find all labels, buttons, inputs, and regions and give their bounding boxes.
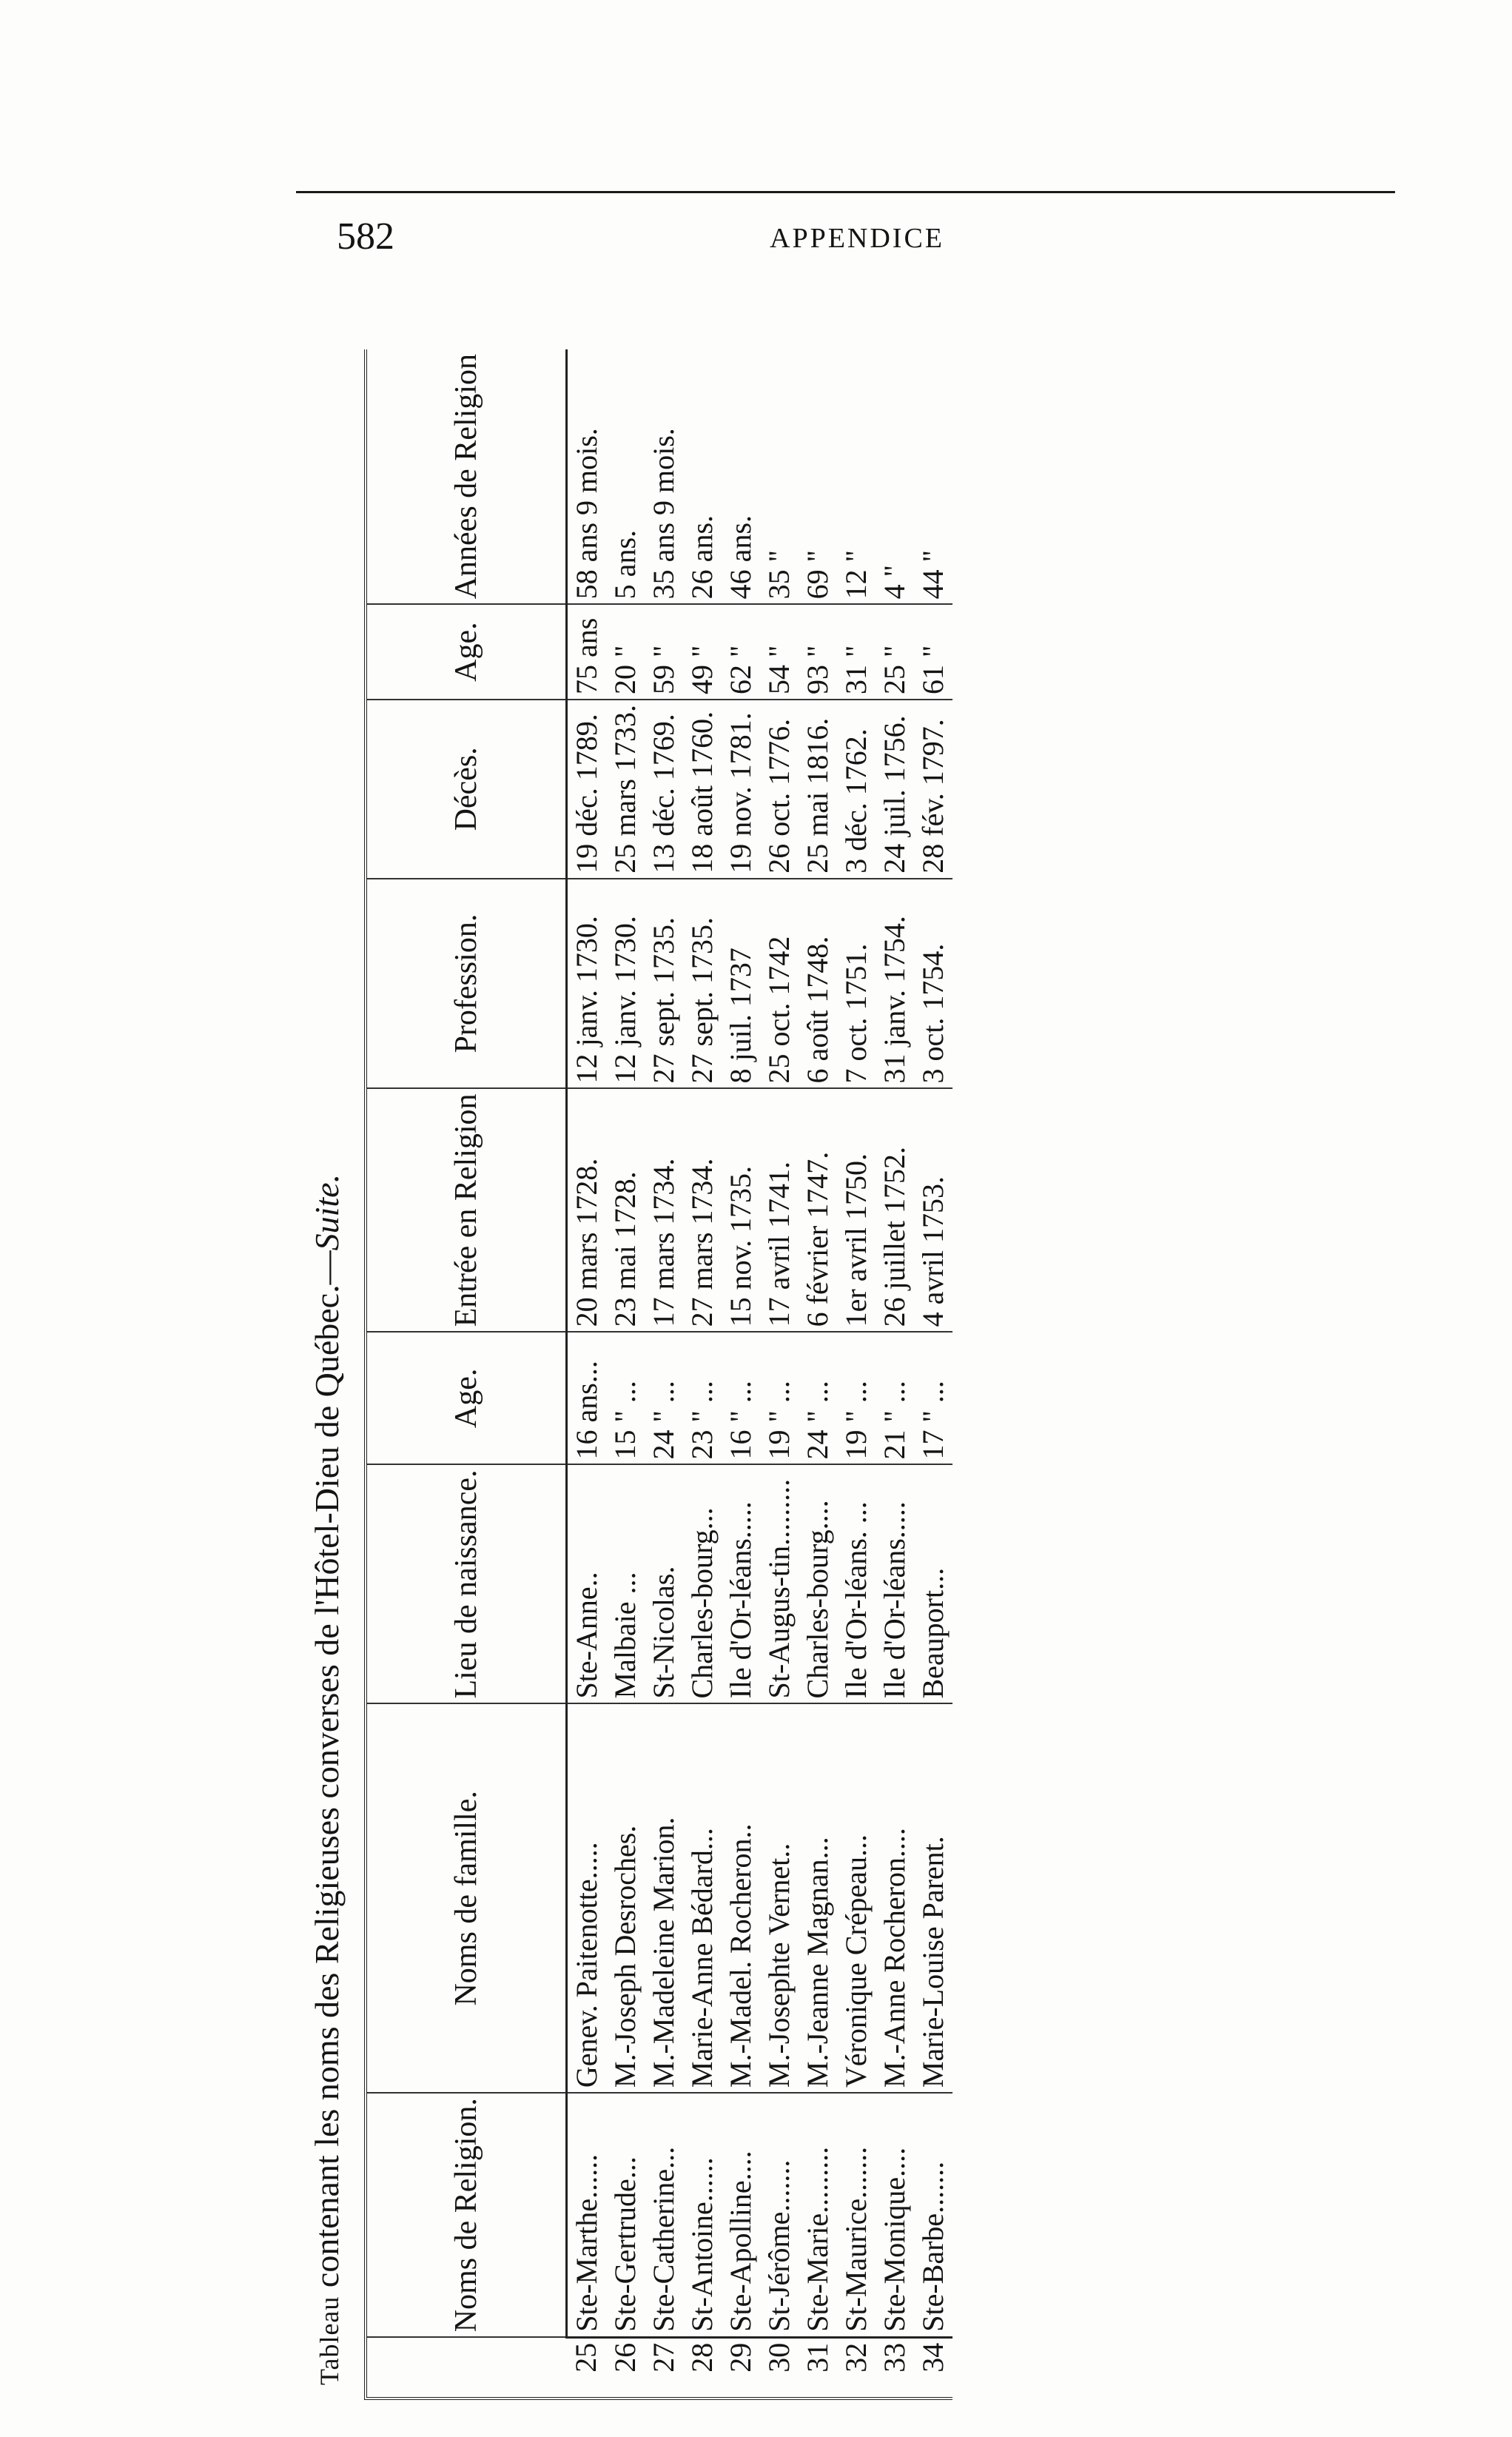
row-number: 29: [724, 2342, 757, 2373]
row-number: 31: [801, 2342, 834, 2373]
page-number: 582: [337, 215, 394, 258]
cell-age: 23 " ...: [683, 1332, 722, 1464]
cell-entree: 6 février 1747.: [799, 1088, 837, 1332]
cell-annees: 46 ans.: [722, 349, 760, 604]
cell-deces: 19 nov. 1781.: [722, 700, 760, 879]
cell-famille: M.-Joseph Desroches.: [606, 1704, 645, 2094]
cell-deces: 25 mars 1733.: [606, 700, 645, 879]
cell-entree: 20 mars 1728.: [567, 1088, 607, 1332]
cell-age: 19 " ...: [837, 1332, 876, 1464]
cell-age-deces: 61 ": [914, 604, 952, 700]
cell-deces: 26 oct. 1776.: [760, 700, 799, 879]
cell-lieu: Ile d'Or-léans.....: [876, 1464, 914, 1703]
cell-entree: 23 mai 1728.: [606, 1088, 645, 1332]
cell-lieu: St-Nicolas.: [645, 1464, 683, 1703]
header-rule: [296, 191, 1395, 193]
cell-age: 21 " ...: [876, 1332, 914, 1464]
cell-deces: 24 juil. 1756.: [876, 700, 914, 879]
cell-age-deces: 75 ans: [567, 604, 607, 700]
cell-annees: 35 ": [760, 349, 799, 604]
cell-profession: 8 juil. 1737: [722, 879, 760, 1089]
cell-profession: 6 août 1748.: [799, 879, 837, 1089]
cell-age-deces: 31 ": [837, 604, 876, 700]
table-row: [876, 349, 914, 2397]
table-caption: [290, 349, 364, 2437]
cell-age-deces: 25 ": [876, 604, 914, 700]
cell-entree: 17 mars 1734.: [645, 1088, 683, 1332]
table-row: [567, 349, 607, 2397]
cell-profession: 12 janv. 1730.: [567, 879, 607, 1089]
cell-deces: 19 déc. 1789.: [567, 700, 607, 879]
cell-lieu: Ile d'Or-léans.....: [722, 1464, 760, 1703]
cell-age-deces: 49 ": [683, 604, 722, 700]
table-frame: [364, 349, 952, 2400]
row-number: 25: [568, 2342, 602, 2373]
cell-lieu: Beauport...: [914, 1464, 952, 1703]
table-header-row: [367, 349, 567, 2397]
cell-religion: Ste-Apolline....: [722, 2093, 760, 2337]
cell-lieu: Ste-Anne..: [567, 1464, 607, 1703]
caption-suite: Suite.: [308, 1173, 346, 1251]
cell-age-deces: 62 ": [722, 604, 760, 700]
cell-deces: 18 août 1760.: [683, 700, 722, 879]
table-row: [799, 349, 837, 2397]
row-number: 30: [762, 2342, 796, 2373]
religieuses-table: [367, 349, 952, 2397]
cell-famille: M.-Madel. Rocheron..: [722, 1704, 760, 2094]
cell-deces: 3 déc. 1762.: [837, 700, 876, 879]
cell-religion: St-Antoine......: [683, 2093, 722, 2337]
row-number: 28: [685, 2342, 719, 2373]
cell-religion: Ste-Catherine...: [645, 2093, 683, 2337]
cell-lieu: St-Augus-tin.........: [760, 1464, 799, 1703]
table-row: [683, 349, 722, 2397]
header-annees-religion: Années de Religion: [367, 349, 567, 604]
cell-age: 24 " ...: [645, 1332, 683, 1464]
cell-religion: Ste-Gertrude...: [606, 2093, 645, 2337]
cell-age: 24 " ...: [799, 1332, 837, 1464]
row-number: 32: [839, 2342, 873, 2373]
cell-famille: M.-Josephte Vernet..: [760, 1704, 799, 2094]
row-number: 27: [647, 2342, 680, 2373]
table-row: [760, 349, 799, 2397]
cell-religion: St-Jérôme.......: [760, 2093, 799, 2337]
cell-age-deces: 20 ": [606, 604, 645, 700]
caption-small-caps: Tableau: [315, 2296, 344, 2385]
running-head: APPENDICE: [770, 223, 945, 254]
cell-religion: St-Maurice.......: [837, 2093, 876, 2337]
header-lieu-naissance: Lieu de naissance.: [367, 1464, 567, 1703]
table-row: [722, 349, 760, 2397]
cell-famille: Marie-Anne Bédard...: [683, 1704, 722, 2094]
cell-age: 16 ans...: [567, 1332, 607, 1464]
cell-annees: 12 ": [837, 349, 876, 604]
row-number: 33: [878, 2342, 911, 2373]
cell-annees: 4 ": [876, 349, 914, 604]
cell-deces: 13 déc. 1769.: [645, 700, 683, 879]
cell-annees: 44 ": [914, 349, 952, 604]
cell-lieu: Ile d'Or-léans. ...: [837, 1464, 876, 1703]
header-age: Age.: [367, 1332, 567, 1464]
header-age-deces: Age.: [367, 604, 567, 700]
cell-famille: Genev. Paitenotte.....: [567, 1704, 607, 2094]
header-noms-famille: Noms de famille.: [367, 1704, 567, 2094]
rotated-table-page: [290, 349, 1400, 2437]
cell-entree: 27 mars 1734.: [683, 1088, 722, 1332]
cell-age-deces: 54 ": [760, 604, 799, 700]
table-row: [914, 349, 952, 2397]
cell-religion: Ste-Barbe.......: [914, 2093, 952, 2337]
cell-age: 15 " ...: [606, 1332, 645, 1464]
cell-annees: 69 ": [799, 349, 837, 604]
cell-profession: 25 oct. 1742: [760, 879, 799, 1089]
cell-annees: 5 ans.: [606, 349, 645, 604]
cell-age: 17 " ...: [914, 1332, 952, 1464]
cell-entree: 26 juillet 1752.: [876, 1088, 914, 1332]
header-number: [367, 2337, 567, 2397]
row-number: 26: [608, 2342, 642, 2373]
cell-religion: Ste-Marie.........: [799, 2093, 837, 2337]
cell-religion: Ste-Marthe......: [567, 2093, 607, 2337]
table-row: [837, 349, 876, 2397]
row-number: 34: [916, 2342, 950, 2373]
cell-profession: 12 janv. 1730.: [606, 879, 645, 1089]
cell-annees: 35 ans 9 mois.: [645, 349, 683, 604]
table-row: [606, 349, 645, 2397]
cell-profession: 27 sept. 1735.: [645, 879, 683, 1089]
cell-annees: 58 ans 9 mois.: [567, 349, 607, 604]
cell-entree: 4 avril 1753.: [914, 1088, 952, 1332]
cell-famille: M.-Madeleine Marion.: [645, 1704, 683, 2094]
caption-text: contenant les noms des Religieuses converses de l'Hôtel-Dieu de Québec.—: [308, 1250, 346, 2296]
cell-famille: Marie-Louise Parent.: [914, 1704, 952, 2094]
cell-age: 16 " ...: [722, 1332, 760, 1464]
cell-entree: 15 nov. 1735.: [722, 1088, 760, 1332]
cell-famille: M.-Anne Rocheron....: [876, 1704, 914, 2094]
cell-lieu: Charles-bourg....: [799, 1464, 837, 1703]
cell-profession: 31 janv. 1754.: [876, 879, 914, 1089]
header-entree-religion: Entrée en Religion: [367, 1088, 567, 1332]
cell-entree: 1er avril 1750.: [837, 1088, 876, 1332]
cell-famille: M.-Jeanne Magnan...: [799, 1704, 837, 2094]
cell-annees: 26 ans.: [683, 349, 722, 604]
cell-religion: Ste-Monique....: [876, 2093, 914, 2337]
cell-profession: 3 oct. 1754.: [914, 879, 952, 1089]
cell-entree: 17 avril 1741.: [760, 1088, 799, 1332]
cell-age-deces: 93 ": [799, 604, 837, 700]
cell-famille: Véronique Crépeau...: [837, 1704, 876, 2094]
table-row: [645, 349, 683, 2397]
header-noms-religion: Noms de Religion.: [367, 2093, 567, 2337]
cell-profession: 7 oct. 1751.: [837, 879, 876, 1089]
cell-deces: 25 mai 1816.: [799, 700, 837, 879]
cell-lieu: Charles-bourg...: [683, 1464, 722, 1703]
cell-age: 19 " ...: [760, 1332, 799, 1464]
cell-deces: 28 fév. 1797.: [914, 700, 952, 879]
cell-lieu: Malbaie ...: [606, 1464, 645, 1703]
cell-profession: 27 sept. 1735.: [683, 879, 722, 1089]
header-deces: Décès.: [367, 700, 567, 879]
header-profession: Profession.: [367, 879, 567, 1089]
cell-age-deces: 59 ": [645, 604, 683, 700]
